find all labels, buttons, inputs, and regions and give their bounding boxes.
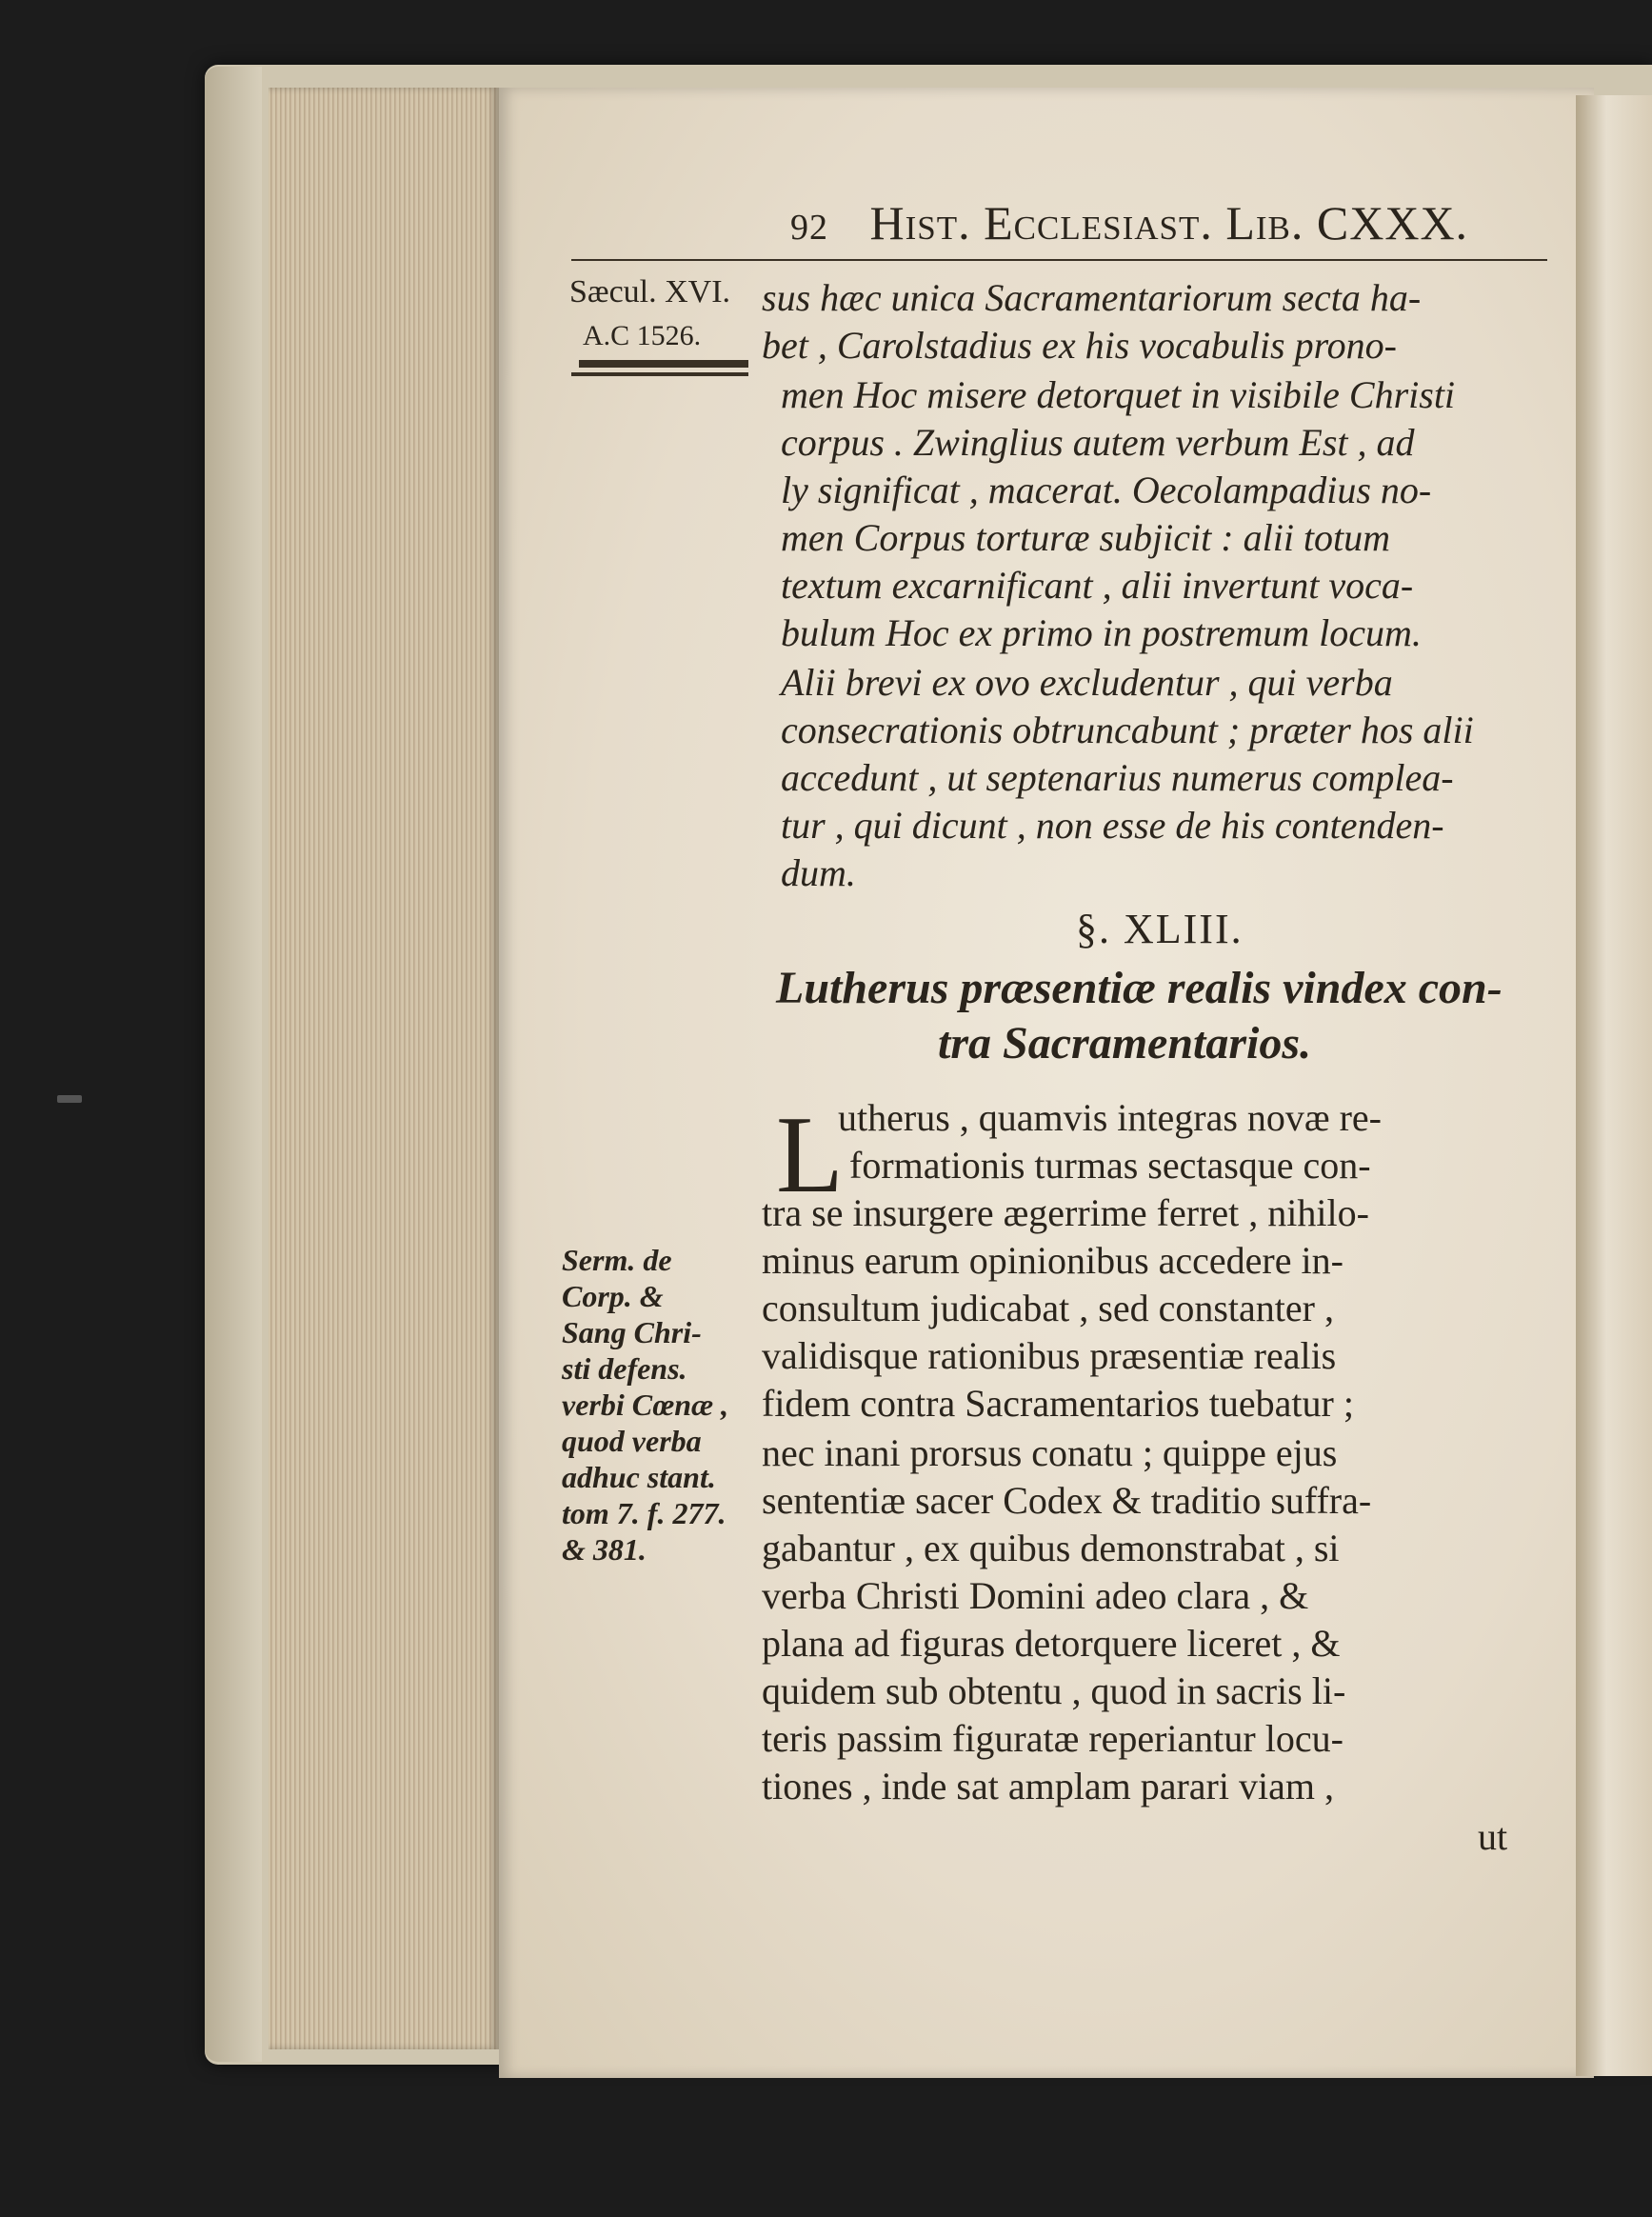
paragraph-line: utherus , quamvis integras novæ re-	[838, 1096, 1382, 1139]
paragraph-line: gabantur , ex quibus demonstrabat , si	[762, 1527, 1340, 1569]
paragraph-line: validisque rationibus præsentiæ realis	[762, 1334, 1337, 1377]
paragraph-line: verba Christi Domini adeo clara , &	[762, 1574, 1309, 1617]
text-line: men Hoc misere detorquet in visibile Christi	[781, 373, 1456, 416]
paragraph-line: tiones , inde sat amplam parari viam ,	[762, 1765, 1334, 1808]
header-rule	[571, 259, 1547, 261]
text-line: accedunt , ut septenarius numerus complea-	[781, 756, 1454, 799]
text-line: men Corpus torturæ subjicit : alii totum	[781, 516, 1391, 559]
text-line: tur , qui dicunt , non esse de his contenden-	[781, 804, 1444, 847]
text-line: consecrationis obtruncabunt ; præter hos alii	[781, 709, 1474, 751]
sidenote-year: A.C 1526.	[583, 320, 702, 351]
paragraph-line: fidem contra Sacramentarios tuebatur ;	[762, 1382, 1354, 1425]
margin-note-line: Corp. &	[562, 1279, 664, 1313]
text-line: textum excarnificant , alii invertunt voca-	[781, 564, 1414, 607]
text-line: ly significat , macerat. Oecolampadius no-	[781, 469, 1432, 511]
margin-note-line: Sang Chri-	[562, 1315, 702, 1349]
paragraph-line: quidem sub obtentu , quod in sacris li-	[762, 1669, 1346, 1712]
sidenote-century: Sæcul. XVI.	[569, 274, 731, 310]
paragraph-line: formationis turmas sectasque con-	[849, 1144, 1371, 1187]
margin-note-line: adhuc stant.	[562, 1460, 716, 1494]
margin-note-line: & 381.	[562, 1532, 647, 1567]
text-line: dum.	[781, 851, 856, 894]
section-number: §. XLIII.	[1076, 906, 1244, 952]
text-line: corpus . Zwinglius autem verbum Est , ad	[781, 421, 1415, 464]
paragraph-line: plana ad figuras detorquere liceret , &	[762, 1622, 1341, 1665]
sidenote-bar	[579, 360, 748, 368]
section-heading: tra Sacramentarios.	[938, 1018, 1312, 1069]
paragraph-line: nec inani prorsus conatu ; quippe ejus	[762, 1431, 1338, 1474]
facing-page-edge	[1576, 95, 1652, 2076]
cover-edge	[205, 67, 262, 2062]
page-number: 92	[790, 208, 828, 248]
text-line: bet , Carolstadius ex his vocabulis prono-	[762, 324, 1397, 367]
page-stack	[269, 88, 499, 2049]
paragraph-line: minus earum opinionibus accedere in-	[762, 1239, 1343, 1282]
section-heading: Lutherus præsentiæ realis vindex con-	[776, 963, 1503, 1013]
paragraph-line: sententiæ sacer Codex & traditio suffra-	[762, 1479, 1372, 1522]
margin-note-line: Serm. de	[562, 1243, 672, 1277]
header-title: Hist. Ecclesiast. Lib. CXXX.	[869, 196, 1469, 250]
running-header	[790, 195, 1468, 250]
margin-note-line: quod verba	[562, 1424, 702, 1458]
margin-note-line: verbi Cœnæ ,	[562, 1388, 729, 1422]
drop-cap: L	[776, 1094, 844, 1216]
margin-note-line: tom 7. f. 277.	[562, 1496, 726, 1530]
margin-note-line: sti defens.	[562, 1351, 687, 1386]
catchword: ut	[1478, 1815, 1508, 1858]
sidenote-bar-thin	[571, 372, 748, 376]
paragraph-line: teris passim figuratæ reperiantur locu-	[762, 1717, 1343, 1760]
text-line: sus hæc unica Sacramentariorum secta ha-	[762, 276, 1422, 319]
tab-marker	[57, 1095, 82, 1103]
text-line: bulum Hoc ex primo in postremum locum.	[781, 611, 1422, 654]
text-line: Alii brevi ex ovo excludentur , qui verba	[781, 661, 1393, 704]
paragraph-line: consultum judicabat , sed constanter ,	[762, 1287, 1334, 1329]
paragraph-line: tra se insurgere ægerrime ferret , nihilo-	[762, 1191, 1369, 1234]
